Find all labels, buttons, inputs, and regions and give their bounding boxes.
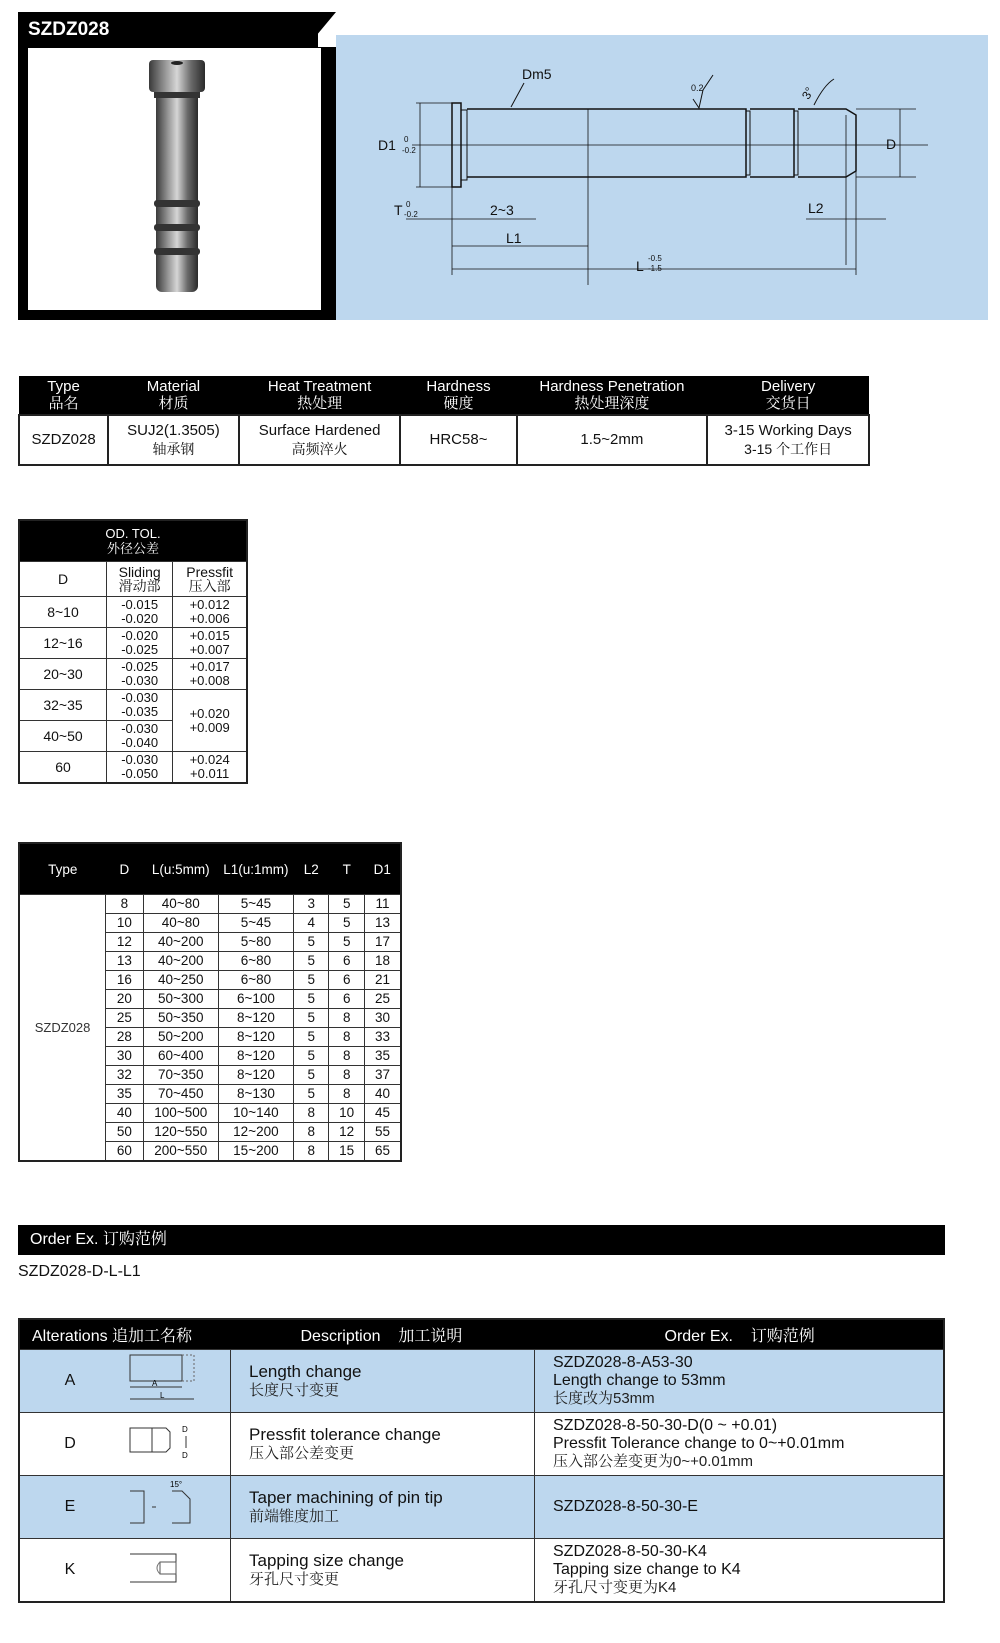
dim-cell: 100~500 — [143, 1104, 218, 1123]
spec-header: Hardness Penetration 热处理深度 — [517, 376, 708, 415]
dim-header: L(u:5mm) — [143, 843, 218, 895]
alteration-code: E — [19, 1476, 120, 1539]
dim-cell: 10 — [106, 914, 144, 933]
od-sliding: -0.030 -0.050 — [107, 752, 173, 784]
dim-cell: 8~120 — [218, 1028, 293, 1047]
od-tolerance-table — [18, 519, 248, 784]
dim-cell: 13 — [106, 952, 144, 971]
dim-cell: 70~350 — [143, 1066, 218, 1085]
dim-cell: 18 — [364, 952, 401, 971]
tapping-icon — [120, 1539, 231, 1603]
l-label: L — [636, 258, 644, 274]
dim-cell: 5 — [293, 1028, 328, 1047]
od-d: 20~30 — [19, 659, 107, 690]
dim-cell: 8 — [329, 1085, 364, 1104]
desc-header: Description 加工说明 — [231, 1319, 535, 1350]
dim-cell: 30 — [364, 1009, 401, 1028]
dim-cell: 35 — [106, 1085, 144, 1104]
dim-header: D1 — [364, 843, 401, 895]
dim-cell: 6 — [329, 971, 364, 990]
dim-cell: 15~200 — [218, 1142, 293, 1162]
dim-cell: 6 — [329, 952, 364, 971]
dim-cell: 8 — [293, 1142, 328, 1162]
product-photo-frame — [18, 47, 336, 320]
od-title: OD. TOL. 外径公差 — [19, 520, 247, 562]
dim-header: T — [329, 843, 364, 895]
od-sliding: -0.015 -0.020 — [107, 597, 173, 628]
length-change-icon — [120, 1350, 231, 1413]
svg-text:15°: 15° — [170, 1479, 183, 1489]
dim-cell: 8~120 — [218, 1009, 293, 1028]
order-header: Order Ex. 订购范例 — [535, 1319, 945, 1350]
dim-cell: 8 — [106, 895, 144, 914]
l-tol-upper: -0.5 — [648, 254, 662, 263]
dim-cell: 11 — [364, 895, 401, 914]
dim-cell: 3 — [293, 895, 328, 914]
spec-table — [18, 376, 870, 466]
dim-cell: 5 — [329, 895, 364, 914]
dim-row — [19, 895, 401, 914]
d1-label: D1 — [378, 137, 396, 153]
dim-cell: 5~45 — [218, 895, 293, 914]
dim-cell: 12 — [106, 933, 144, 952]
alteration-code: D — [19, 1413, 120, 1476]
alteration-order-example: SZDZ028-8-50-30-K4 Tapping size change to K4 牙孔尺寸变更为K4 — [535, 1539, 945, 1603]
alteration-row — [19, 1413, 944, 1476]
spec-cell: 1.5~2mm — [517, 415, 708, 465]
dim-cell: 55 — [364, 1123, 401, 1142]
product-photo — [28, 48, 321, 310]
dim-cell: 12 — [329, 1123, 364, 1142]
dim-cell: 70~450 — [143, 1085, 218, 1104]
d1-tol-lower: -0.2 — [402, 146, 416, 155]
dim-cell: 4 — [293, 914, 328, 933]
dim-cell: 12~200 — [218, 1123, 293, 1142]
technical-drawing — [336, 35, 988, 320]
dim-cell: 8~120 — [218, 1047, 293, 1066]
t-tol-upper: 0 — [406, 200, 411, 209]
dim-cell: 60~400 — [143, 1047, 218, 1066]
gap-label: 2~3 — [490, 202, 514, 218]
od-d: 8~10 — [19, 597, 107, 628]
order-example-bar: Order Ex. 订购范例 — [18, 1225, 945, 1255]
dim-cell: 25 — [364, 990, 401, 1009]
svg-text:A: A — [152, 1378, 158, 1388]
od-d: 32~35 — [19, 690, 107, 721]
dim-cell: 15 — [329, 1142, 364, 1162]
od-col-pressfit: Pressfit 压入部 — [173, 562, 247, 597]
dim-type: SZDZ028 — [19, 895, 106, 1162]
dim-cell: 50~200 — [143, 1028, 218, 1047]
spec-cell: 3-15 Working Days 3-15 个工作日 — [707, 415, 869, 465]
dim-cell: 35 — [364, 1047, 401, 1066]
spec-cell: SZDZ028 — [19, 415, 108, 465]
roughness-label: 0.2 — [691, 83, 704, 93]
order-code-format: SZDZ028-D-L-L1 — [18, 1263, 141, 1280]
alteration-description: Length change 长度尺寸变更 — [231, 1350, 535, 1413]
dim-cell: 45 — [364, 1104, 401, 1123]
dim-cell: 40~80 — [143, 914, 218, 933]
alteration-row — [19, 1350, 944, 1413]
dimension-table — [18, 842, 402, 1162]
dim-cell: 20 — [106, 990, 144, 1009]
product-title-tab: SZDZ028 — [18, 12, 318, 48]
t-tol-lower: -0.2 — [404, 210, 418, 219]
alterations-table — [18, 1318, 945, 1603]
dim-cell: 8 — [293, 1104, 328, 1123]
dim-cell: 25 — [106, 1009, 144, 1028]
dim-cell: 5 — [329, 933, 364, 952]
alteration-order-example: SZDZ028-8-50-30-D(0 ~ +0.01) Pressfit Tolerance change to 0~+0.01mm 压入部公差变更为0~+0.01mm — [535, 1413, 945, 1476]
svg-text:D: D — [182, 1450, 188, 1460]
spec-header: Delivery 交货日 — [707, 376, 869, 415]
dim-cell: 10 — [329, 1104, 364, 1123]
spec-cell: HRC58~ — [400, 415, 516, 465]
od-row — [19, 752, 247, 784]
dim-cell: 50~300 — [143, 990, 218, 1009]
spec-header: Material 材质 — [108, 376, 239, 415]
od-row — [19, 690, 247, 721]
dim-cell: 120~550 — [143, 1123, 218, 1142]
alteration-row — [19, 1476, 944, 1539]
od-sliding: -0.025 -0.030 — [107, 659, 173, 690]
dim-header: Type — [19, 843, 106, 895]
dim-cell: 30 — [106, 1047, 144, 1066]
spec-header: Type 品名 — [19, 376, 108, 415]
alteration-description: Tapping size change 牙孔尺寸变更 — [231, 1539, 535, 1603]
dim-cell: 5 — [293, 990, 328, 1009]
dim-cell: 40~80 — [143, 895, 218, 914]
od-pressfit: +0.024 +0.011 — [173, 752, 247, 784]
dim-cell: 5~45 — [218, 914, 293, 933]
dim-cell: 200~550 — [143, 1142, 218, 1162]
od-d: 40~50 — [19, 721, 107, 752]
od-row — [19, 659, 247, 690]
dim-cell: 5 — [293, 952, 328, 971]
dim-cell: 6~100 — [218, 990, 293, 1009]
dim-cell: 5~80 — [218, 933, 293, 952]
dim-cell: 8~130 — [218, 1085, 293, 1104]
l-tol-lower: -1.5 — [648, 264, 662, 273]
dm5-label: Dm5 — [522, 66, 552, 82]
od-col-sliding: Sliding 滑动部 — [107, 562, 173, 597]
dim-cell: 6~80 — [218, 952, 293, 971]
od-sliding: -0.030 -0.040 — [107, 721, 173, 752]
spec-cell: Surface Hardened 高频淬火 — [239, 415, 401, 465]
alt-header: Alterations 追加工名称 — [19, 1319, 231, 1350]
alteration-description: Taper machining of pin tip 前端锥度加工 — [231, 1476, 535, 1539]
dim-cell: 40 — [364, 1085, 401, 1104]
dim-cell: 65 — [364, 1142, 401, 1162]
d1-tol-upper: 0 — [404, 135, 409, 144]
dim-header: L1(u:1mm) — [218, 843, 293, 895]
dim-cell: 5 — [329, 914, 364, 933]
dim-cell: 50~350 — [143, 1009, 218, 1028]
pressfit-tolerance-icon — [120, 1413, 231, 1476]
dim-header: L2 — [293, 843, 328, 895]
spec-cell: SUJ2(1.3505) 轴承钢 — [108, 415, 239, 465]
dim-cell: 5 — [293, 971, 328, 990]
dim-cell: 5 — [293, 1085, 328, 1104]
alteration-order-example: SZDZ028-8-A53-30 Length change to 53mm 长度改为53mm — [535, 1350, 945, 1413]
od-d: 12~16 — [19, 628, 107, 659]
tab-bevel — [316, 12, 336, 36]
od-pressfit: +0.015 +0.007 — [173, 628, 247, 659]
od-pressfit: +0.017 +0.008 — [173, 659, 247, 690]
t-label: T — [394, 202, 403, 218]
dim-cell: 5 — [293, 1066, 328, 1085]
dim-cell: 8~120 — [218, 1066, 293, 1085]
dim-cell: 40~200 — [143, 933, 218, 952]
dim-cell: 6~80 — [218, 971, 293, 990]
dim-cell: 17 — [364, 933, 401, 952]
od-sliding: -0.020 -0.025 — [107, 628, 173, 659]
dim-cell: 8 — [329, 1066, 364, 1085]
od-row — [19, 628, 247, 659]
spec-header: Hardness 硬度 — [400, 376, 516, 415]
dim-cell: 8 — [329, 1009, 364, 1028]
dim-cell: 50 — [106, 1123, 144, 1142]
l2-label: L2 — [808, 200, 824, 216]
dim-cell: 6 — [329, 990, 364, 1009]
od-col-d: D — [19, 562, 107, 597]
dim-cell: 28 — [106, 1028, 144, 1047]
l1-label: L1 — [506, 230, 522, 246]
dim-cell: 5 — [293, 1009, 328, 1028]
dim-cell: 5 — [293, 933, 328, 952]
dim-cell: 21 — [364, 971, 401, 990]
alteration-order-example: SZDZ028-8-50-30-E — [535, 1476, 945, 1539]
dim-cell: 8 — [329, 1028, 364, 1047]
od-pressfit: +0.012 +0.006 — [173, 597, 247, 628]
dim-cell: 10~140 — [218, 1104, 293, 1123]
od-row — [19, 597, 247, 628]
taper-tip-icon — [120, 1476, 231, 1539]
od-sliding: -0.030 -0.035 — [107, 690, 173, 721]
alteration-code: K — [19, 1539, 120, 1603]
alteration-description: Pressfit tolerance change 压入部公差变更 — [231, 1413, 535, 1476]
dim-cell: 13 — [364, 914, 401, 933]
od-d: 60 — [19, 752, 107, 784]
dim-cell: 40~250 — [143, 971, 218, 990]
alteration-code: A — [19, 1350, 120, 1413]
dim-cell: 8 — [329, 1047, 364, 1066]
svg-text:D: D — [182, 1424, 188, 1434]
d-label: D — [886, 136, 897, 152]
dim-cell: 37 — [364, 1066, 401, 1085]
dim-cell: 32 — [106, 1066, 144, 1085]
dim-cell: 40~200 — [143, 952, 218, 971]
dim-cell: 40 — [106, 1104, 144, 1123]
dim-header: D — [106, 843, 144, 895]
spec-header: Heat Treatment 热处理 — [239, 376, 401, 415]
angle-label: 3° — [798, 84, 817, 102]
svg-text:L: L — [160, 1390, 165, 1400]
alteration-row — [19, 1539, 944, 1603]
dim-cell: 5 — [293, 1047, 328, 1066]
od-pressfit: +0.020 +0.009 — [173, 690, 247, 752]
dim-cell: 33 — [364, 1028, 401, 1047]
dim-cell: 16 — [106, 971, 144, 990]
dim-cell: 8 — [293, 1123, 328, 1142]
dim-cell: 60 — [106, 1142, 144, 1162]
